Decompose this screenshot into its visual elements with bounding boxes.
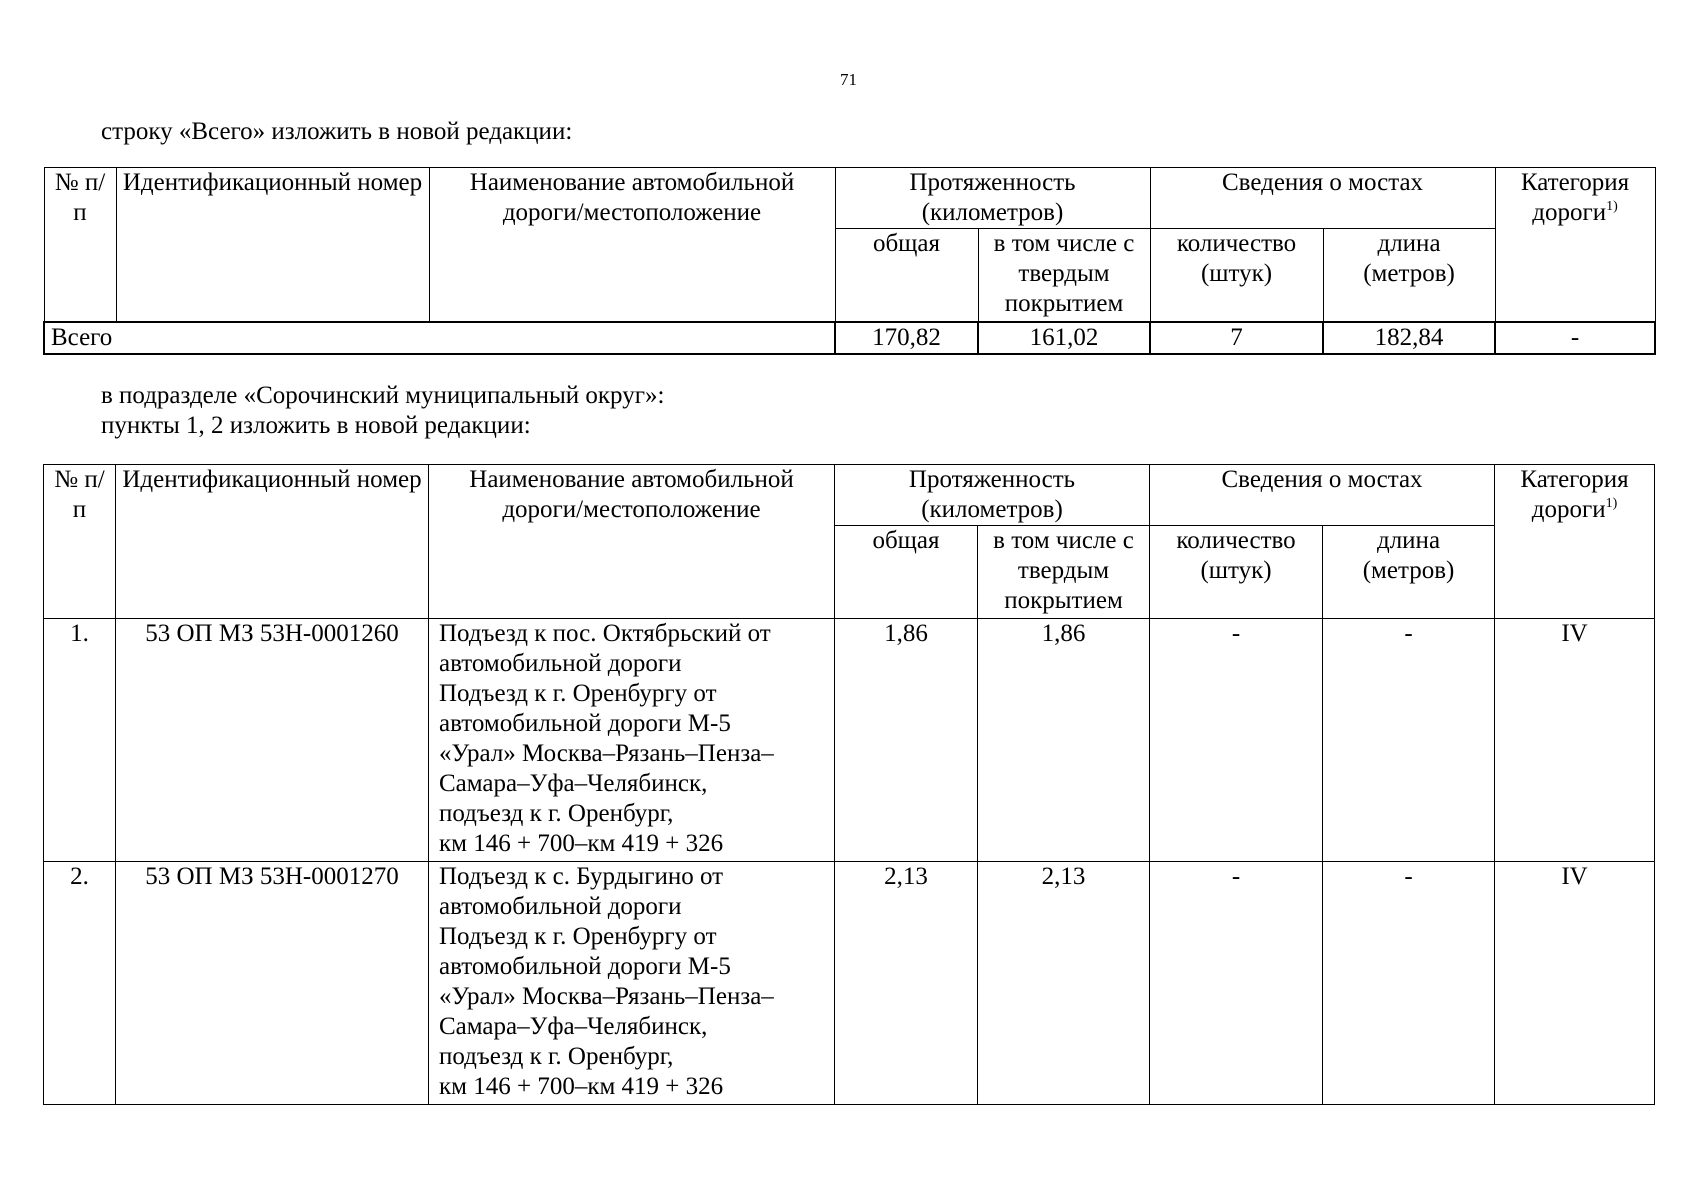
header-name: Наименование автомобильной дороги/местоположение <box>429 465 835 619</box>
header-bridges: Сведения о мостах <box>1150 465 1495 526</box>
header-length: Протяженность (километров) <box>835 168 1150 229</box>
header-bridges-length: длина (метров) <box>1323 229 1495 323</box>
intro-paragraph-3: пункты 1, 2 изложить в новой редакции: <box>101 412 531 439</box>
row-name-line: «Урал» Москва–Рязань–Пенза– <box>439 983 774 1010</box>
row-name-line: Самара–Уфа–Челябинск, <box>439 770 708 797</box>
row-bridges-length: - <box>1323 619 1495 862</box>
table-row <box>44 862 1655 1105</box>
row-name-line: Подъезд к г. Оренбургу от <box>439 680 717 707</box>
intro-paragraph-1: строку «Всего» изложить в новой редакции: <box>101 118 573 145</box>
table-total <box>43 167 1656 355</box>
row-bridges-length: - <box>1323 862 1495 1105</box>
row-bridges-count: - <box>1150 619 1323 862</box>
header-category: Категория дороги$^{1)}$ <box>1495 465 1655 619</box>
row-name-line: подъезд к г. Оренбург, <box>439 1043 674 1070</box>
row-name-line: км 146 + 700–км 419 + 326 <box>439 830 724 857</box>
header-bridges: Сведения о мостах <box>1150 168 1495 229</box>
header-category: Категория дороги$^{1)}$ <box>1495 168 1655 323</box>
header-length-hard: в том числе с твердым покрытием <box>978 526 1150 619</box>
row-category: IV <box>1495 619 1655 862</box>
table-row <box>44 619 1655 862</box>
header-bridges-count: количество (штук) <box>1150 526 1323 619</box>
header-length: Протяженность (километров) <box>835 465 1150 526</box>
header-num: № п/п <box>44 465 116 619</box>
total-bridges-length: 182,84 <box>1323 322 1495 354</box>
row-name-line: автомобильной дороги М-5 <box>439 710 731 737</box>
total-length-hard: 161,02 <box>978 322 1150 354</box>
row-name <box>429 862 835 1105</box>
row-name-line: автомобильной дороги М-5 <box>439 953 731 980</box>
row-name-line: Подъезд к г. Оренбургу от <box>439 923 717 950</box>
header-bridges-length: длина (метров) <box>1323 526 1495 619</box>
row-id: 53 ОП МЗ 53Н-0001270 <box>116 862 429 1105</box>
header-id: Идентификационный номер <box>116 168 429 323</box>
intro-paragraph-2: в подразделе «Сорочинский муниципальный округ»: <box>101 382 665 409</box>
header-num: № п/п <box>44 168 116 323</box>
row-length-total: 2,13 <box>835 862 978 1105</box>
row-id: 53 ОП МЗ 53Н-0001260 <box>116 619 429 862</box>
row-name-line: подъезд к г. Оренбург, <box>439 800 674 827</box>
row-name-line: Подъезд к пос. Октябрьский от <box>439 620 771 647</box>
row-name-line: Подъезд к с. Бурдыгино от <box>439 863 724 890</box>
total-label: Всего <box>44 322 835 354</box>
row-num: 2. <box>44 862 116 1105</box>
header-length-total: общая <box>835 229 978 323</box>
row-length-hard: 1,86 <box>978 619 1150 862</box>
row-category: IV <box>1495 862 1655 1105</box>
header-bridges-count: количество (штук) <box>1150 229 1323 323</box>
header-length-total: общая <box>835 526 978 619</box>
header-name: Наименование автомобильной дороги/местоположение <box>429 168 835 323</box>
total-category: - <box>1495 322 1655 354</box>
row-bridges-count: - <box>1150 862 1323 1105</box>
page-number: 71 <box>840 70 857 89</box>
footnote-mark: 1) <box>1606 199 1618 214</box>
row-name-line: км 146 + 700–км 419 + 326 <box>439 1073 724 1100</box>
total-length-total: 170,82 <box>835 322 978 354</box>
footnote-mark: 1) <box>1605 496 1618 511</box>
row-name-line: Самара–Уфа–Челябинск, <box>439 1013 708 1040</box>
row-name <box>429 619 835 862</box>
row-name-line: «Урал» Москва–Рязань–Пенза– <box>439 740 774 767</box>
row-name-line: автомобильной дороги <box>439 893 682 920</box>
row-length-hard: 2,13 <box>978 862 1150 1105</box>
row-name-line: автомобильной дороги <box>439 650 682 677</box>
row-length-total: 1,86 <box>835 619 978 862</box>
table-items <box>43 464 1655 1105</box>
header-id: Идентификационный номер <box>116 465 429 619</box>
header-length-hard: в том числе с твердым покрытием <box>978 229 1150 323</box>
row-num: 1. <box>44 619 116 862</box>
total-bridges-count: 7 <box>1150 322 1323 354</box>
